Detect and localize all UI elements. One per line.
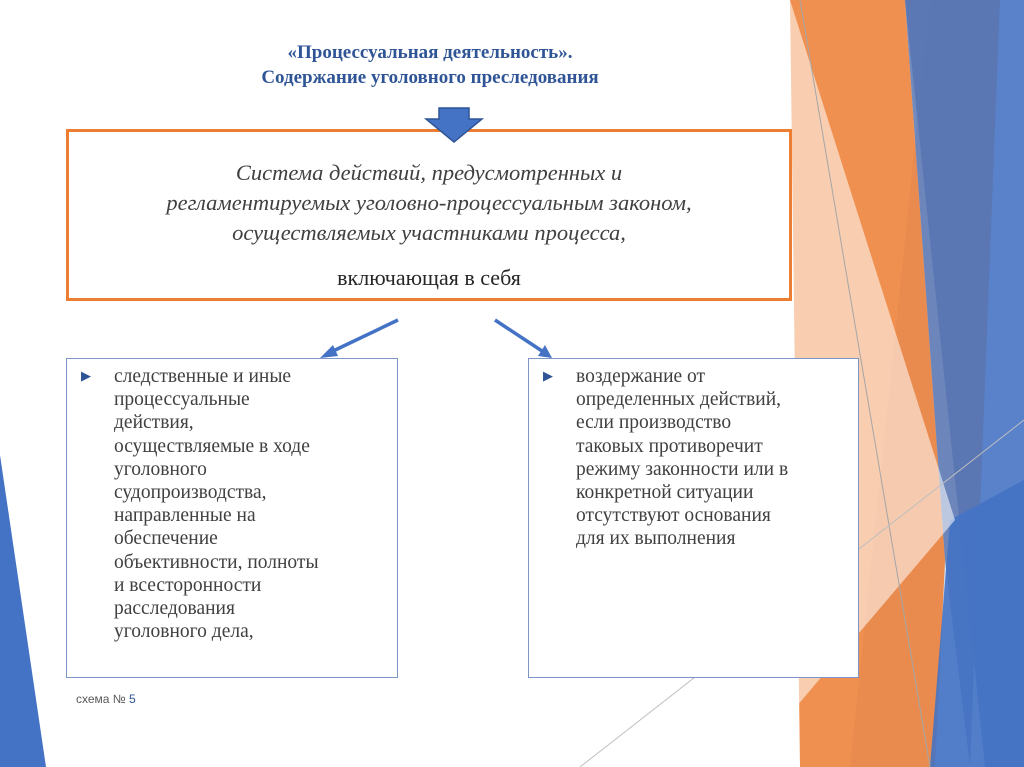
definition-line-1: Система действий, предусмотренных и [235,160,623,185]
scheme-number [76,692,136,706]
left-line: следственные и иные [114,366,292,387]
includes-label: включающая в себя [337,265,521,290]
right-line: воздержание от [576,366,706,387]
left-line: судопроизводства, [114,482,267,504]
left-line: объективности, полноты [114,551,319,573]
right-branch-text [576,365,788,551]
right-line: таковых противоречит [576,435,763,457]
left-line: уголовного [114,458,207,480]
left-line: уголовного дела, [114,621,254,643]
scheme-number-value: 5 [129,692,136,706]
title-line-1: «Процессуальная деятельность». [287,42,573,63]
scheme-label: схема № [76,692,126,706]
definition-text [69,158,789,248]
left-branch-text [114,365,319,643]
right-line: режиму законности или в [576,458,789,480]
left-line: расследования [114,598,235,620]
decor-left-blue-triangle [0,455,46,767]
right-line: для их выполнения [576,528,736,550]
right-line: конкретной ситуации [576,482,754,504]
right-branch-box [528,358,859,678]
definition-box [66,129,792,301]
right-line: если производство [576,412,732,434]
right-line: определенных действий, [576,389,782,411]
bullet-triangle-icon: ▶ [81,369,91,384]
definition-line-3: осуществляемых участниками процесса, [232,220,626,245]
slide-title [150,40,710,90]
definition-line-2: регламентируемых уголовно-процессуальным законом, [166,190,692,215]
left-line: действия, [114,412,194,434]
bullet-triangle-icon: ▶ [543,369,553,384]
left-line: и всесторонности [114,574,262,596]
left-line: процессуальные [114,389,250,411]
title-line-2: Содержание уголовного преследования [261,67,599,88]
left-line: осуществляемые в ходе [114,435,310,457]
left-line: обеспечение [114,528,218,550]
left-branch-box [66,358,398,678]
left-line: направленные на [114,505,256,527]
right-line: отсутствуют основания [576,505,771,527]
